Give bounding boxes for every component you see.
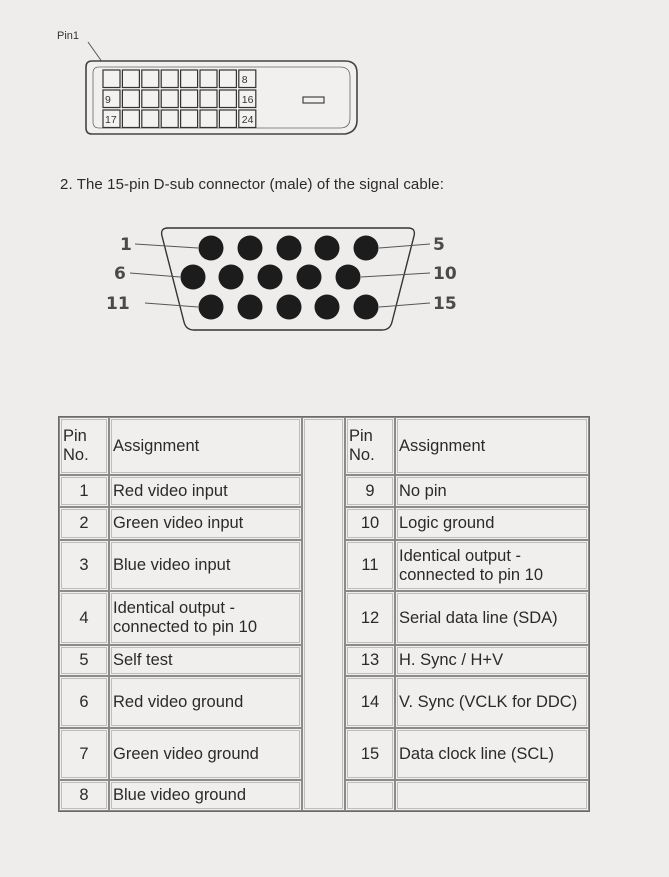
header-assignment-left: Assignment [109,417,302,475]
pin-number: 14 [345,676,395,728]
dvi-contact [122,90,139,108]
dvi-contact [161,90,178,108]
header-assignment-right: Assignment [395,417,589,475]
dvi-contact [200,70,217,88]
pin-assignment: Serial data line (SDA) [395,591,589,645]
dvi-contact [200,110,217,128]
pin-leader-line [379,303,430,307]
dsub-pin [199,236,224,261]
pin-assignment: H. Sync / H+V [395,645,589,676]
pin-number: 6 [59,676,109,728]
pin-assignment: No pin [395,475,589,507]
pin-assignment: V. Sync (VCLK for DDC) [395,676,589,728]
pin-label-15: 15 [433,294,457,314]
dsub-pin [181,265,206,290]
dvi-contact [142,70,159,88]
pin-assignment: Blue video input [109,540,302,591]
dvi-row-start-label: 17 [105,114,117,126]
dvi-contact [181,70,198,88]
dvi-contact [161,110,178,128]
pin-label-6: 6 [114,264,126,284]
dvi-contact [122,70,139,88]
dvi-contact [219,70,236,88]
dsub-pin [354,295,379,320]
dsub-pin [277,236,302,261]
pin-number: 8 [59,780,109,811]
dvi-contact [200,90,217,108]
dvi-contact [181,90,198,108]
pin-number: 1 [59,475,109,507]
pin-assignment: Blue video ground [109,780,302,811]
pin-number: 13 [345,645,395,676]
table-header-row [59,417,589,475]
pin-label-10: 10 [433,264,457,284]
dvi-row-start-label: 9 [105,94,111,106]
pin-leader-line [135,244,198,248]
pin-number: 4 [59,591,109,645]
pin-number [345,780,395,811]
pin-assignment: Logic ground [395,507,589,540]
pin1-label: Pin1 [57,30,80,42]
pin-number: 5 [59,645,109,676]
dvi-row-end-label: 8 [241,74,248,86]
dvi-row-end-label: 16 [241,94,254,106]
dsub-pin [354,236,379,261]
dvi-contact [219,110,236,128]
pin-number: 15 [345,728,395,780]
pin-number: 9 [345,475,395,507]
pin-number: 7 [59,728,109,780]
dsub-pin [238,236,263,261]
dvi-row-end-label: 24 [241,114,254,126]
dsub-pin [258,265,283,290]
pin-assignment-table [58,416,590,812]
dvi-contact [122,110,139,128]
dsub-pin [238,295,263,320]
pin-number: 12 [345,591,395,645]
pin-leader-line [130,273,180,277]
dvi-contact [181,110,198,128]
pin-number: 3 [59,540,109,591]
dvi-contact [161,70,178,88]
pin-leader-line [379,244,430,248]
pin-number: 10 [345,507,395,540]
header-pin-no-right: Pin No. [345,417,395,475]
dvi-contact [219,90,236,108]
pin-assignment: Green video input [109,507,302,540]
pin-number: 2 [59,507,109,540]
dsub-pin [315,236,340,261]
dvi-contact [142,90,159,108]
pin-assignment: Data clock line (SCL) [395,728,589,780]
header-pin-no-left: Pin No. [59,417,109,475]
dvi-connector-diagram [0,0,669,160]
pin-assignment: Identical output - connected to pin 10 [109,591,302,645]
dvi-contact [103,70,120,88]
dsub-pin [219,265,244,290]
dsub-shell-outline [162,228,415,330]
pin-label-5: 5 [433,235,445,255]
dsub-pin [336,265,361,290]
pin-assignment: Red video ground [109,676,302,728]
pin-number: 11 [345,540,395,591]
dsub-pin [297,265,322,290]
pin-assignment [395,780,589,811]
dsub-pin [315,295,340,320]
pin-leader-line [361,273,430,277]
pin-assignment: Green video ground [109,728,302,780]
dsub-pin [199,295,224,320]
pin-assignment: Identical output - connected to pin 10 [395,540,589,591]
vga-caption: 2. The 15-pin D-sub connector (male) of the signal cable: [60,176,444,193]
pin-label-11: 11 [106,294,130,314]
table-gap-column [302,417,345,811]
dsub-pin [277,295,302,320]
dvi-contact [142,110,159,128]
pin-assignment: Red video input [109,475,302,507]
pin-label-1: 1 [120,235,132,255]
pin-leader-line [145,303,198,307]
pin-assignment: Self test [109,645,302,676]
